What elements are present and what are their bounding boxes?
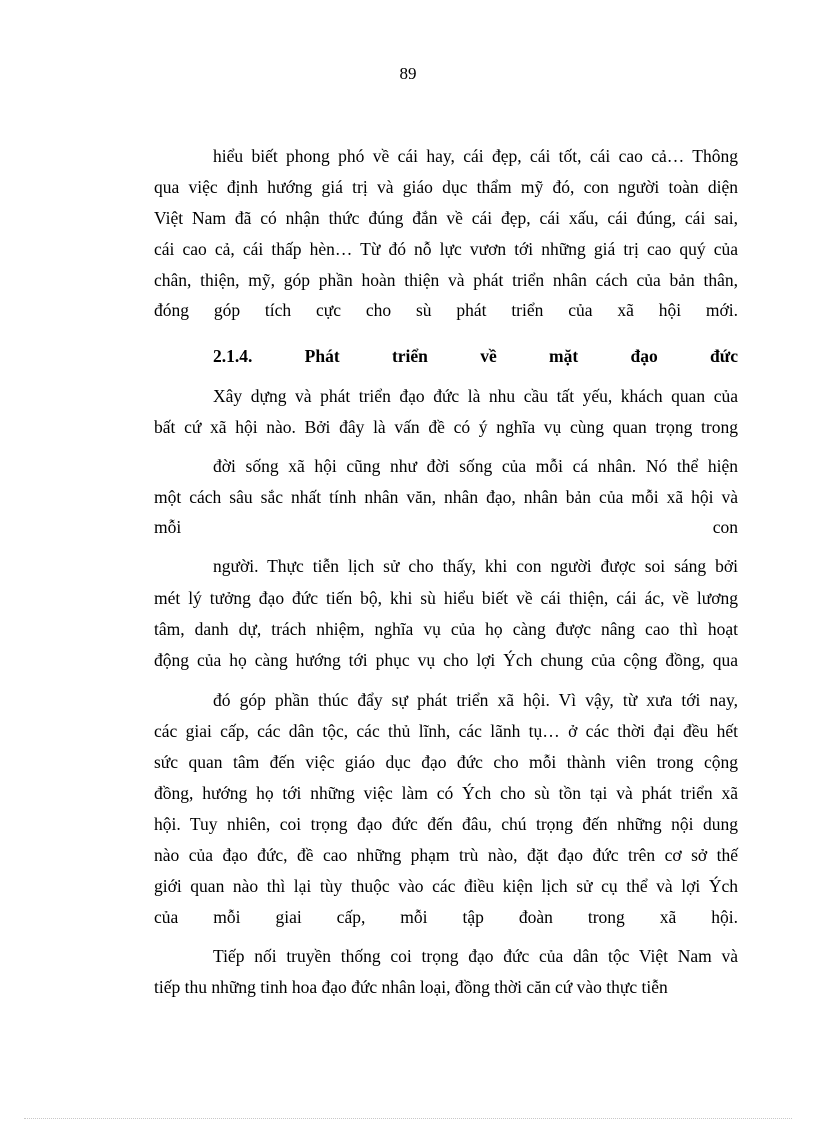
text-line: các giai cấp, các dân tộc, các thủ lĩnh, các lãnh tụ… ở các thời đại đều hết [154, 721, 738, 741]
text-line: giới quan nào thì lại tùy thuộc vào các điều kiện lịch sử cụ thể và lợi Ých [154, 876, 738, 896]
text-line: mét lý tưởng đạo đức tiến bộ, khi sù hiểu biết về cái thiện, cái ác, về lương [154, 588, 738, 608]
text-line: người. Thực tiễn lịch sử cho thấy, khi con người được soi sáng bởi [213, 556, 738, 576]
text-line: Xây dựng và phát triển đạo đức là nhu cầu tất yếu, khách quan của [213, 386, 738, 406]
text-line: sức quan tâm đến việc giáo dục đạo đức cho mỗi thành viên trong cộng [154, 752, 738, 772]
text-line: qua việc định hướng giá trị và giáo dục thẩm mỹ đó, con người toàn diện [154, 177, 738, 197]
text-line: động của họ càng hướng tới phục vụ cho lợi Ých chung của cộng đồng, qua [154, 650, 738, 670]
text-line: đóng góp tích cực cho sù phát triển của xã hội mới. [154, 300, 738, 320]
text-line: nào của đạo đức, đề cao những phạm trù nào, đặt đạo đức trên cơ sở thế [154, 845, 738, 865]
text-line: đời sống xã hội cũng như đời sống của mỗi cá nhân. Nó thể hiện [213, 456, 738, 476]
text-line: cái cao cả, cái thấp hèn… Từ đó nỗ lực vươn tới những giá trị cao quý của [154, 239, 738, 259]
text-line: bất cứ xã hội nào. Bởi đây là vấn đề có ý nghĩa vụ cùng quan trọng trong [154, 417, 738, 437]
text-line: đó góp phần thúc đẩy sự phát triển xã hội. Vì vậy, từ xưa tới nay, [213, 690, 738, 710]
text-line: của mỗi giai cấp, mỗi tập đoàn trong xã hội. [154, 907, 738, 927]
page-number: 89 [399, 64, 417, 83]
text-line: Tiếp nối truyền thống coi trọng đạo đức của dân tộc Việt Nam và [213, 946, 738, 966]
text-line: đồng, hướng họ tới những việc làm có Ých cho sù tồn tại và phát triển xã [154, 783, 738, 803]
text-line: tâm, danh dự, trách nhiệm, nghĩa vụ của họ càng được nâng cao thì hoạt [154, 619, 738, 639]
text-line: Việt Nam đã có nhận thức đúng đắn về cái đẹp, cái xấu, cái đúng, cái sai, [154, 208, 738, 228]
section-heading: 2.1.4. Phát triển về mặt đạo đức [213, 346, 738, 366]
text-line: hiểu biết phong phó về cái hay, cái đẹp, cái tốt, cái cao cả… Thông [213, 146, 738, 166]
text-line: tiếp thu những tinh hoa đạo đức nhân loại, đồng thời căn cứ vào thực tiễn [154, 977, 668, 997]
text-line: hội. Tuy nhiên, coi trọng đạo đức đến đâu, chú trọng đến những nội dung [154, 814, 738, 834]
page-bottom-divider [24, 1118, 792, 1119]
text-line: một cách sâu sắc nhất tính nhân văn, nhân đạo, nhân bản của mỗi xã hội và [154, 487, 738, 507]
text-line: chân, thiện, mỹ, góp phần hoàn thiện và phát triển nhân cách của bản thân, [154, 270, 738, 290]
text-line: mỗi con [154, 517, 738, 537]
